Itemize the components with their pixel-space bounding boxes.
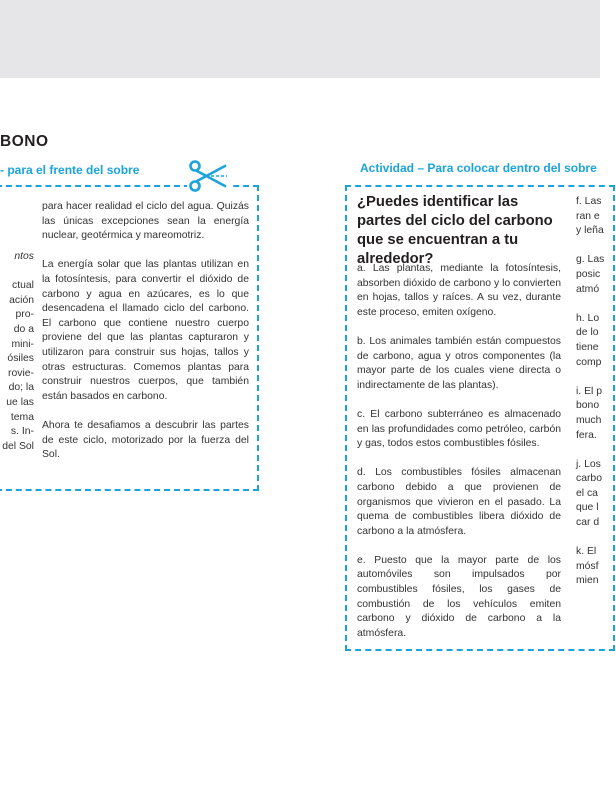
clipped-line: comp — [576, 356, 602, 368]
clipped-line: ósiles — [7, 353, 34, 365]
clipped-line: much — [576, 414, 602, 426]
clipped-line: ctual — [12, 280, 34, 292]
clipped-line: j. Los — [576, 458, 601, 470]
clipped-line: atmó — [576, 283, 600, 295]
section-heading: BONO — [0, 133, 49, 150]
paragraph-gap — [576, 589, 616, 604]
question-title: ¿Puedes identificar las partes del ciclo del carbono que se encuentran a tu alrededor? — [357, 194, 553, 267]
clipped-line: s. In- — [10, 426, 34, 438]
clipped-line: ación — [9, 294, 34, 306]
clipped-line: que l — [576, 502, 599, 514]
item-e: e. Puesto que la mayor parte de los automóviles son impulsados por combustibles fósiles, los gases de combustión de los vehículos emiten carbono y dióxido de carbono a la atmósfera. — [357, 554, 561, 639]
front-paragraph-3: Ahora te desafiamos a descubrir las partes de este ciclo, motorizado por la fuerza del Sol. — [42, 419, 249, 461]
paragraph-gap — [576, 239, 616, 254]
clipped-line: carbo — [576, 473, 602, 485]
header-bar — [0, 0, 600, 78]
clipped-line: ntos — [14, 251, 34, 262]
front-paragraph-2: La energía solar que las plantas utilizan en la fotosíntesis, para convertir el dióxido de carbono y agua en azúcares, es lo que desencadena el llamado ciclo del carbono. El carbono que contiene nuestro cuerpo proviene del que las plantas capturaron y utilizaron para construir sus hojas, tallos y otras estructuras. Comemos plantas para construir nuestros cuerpos, que también están basados en carbono. — [42, 259, 249, 402]
clipped-line: k. El — [576, 546, 597, 558]
clipped-line: y leña — [576, 225, 604, 237]
clipped-line: ran e — [576, 210, 600, 222]
clipped-line: posic — [576, 268, 601, 280]
clipped-line: f. Las — [576, 196, 602, 207]
inside-text-column — [357, 262, 561, 656]
clipped-line: fera. — [576, 429, 597, 441]
clipped-line: mini- — [11, 338, 34, 350]
clipped-line: i. El p — [576, 385, 602, 397]
activity-label-front: - para el frente del sobre — [0, 163, 140, 177]
clipped-line: car d — [576, 517, 600, 529]
activity-label-inside: Actividad – Para colocar dentro del sobre — [360, 161, 597, 175]
clipped-line: g. Las — [576, 254, 605, 266]
front-paragraph-1: para hacer realidad el ciclo del agua. Quizás las únicas excepciones sean la energía nuclear, geotérmica y mareomotriz. — [42, 201, 249, 242]
clipped-line: mósf — [576, 560, 599, 572]
item-b: b. Los animales también están compuestos de carbono, agua y otros componentes (la mayor parte de los cuales viene directa o indirectamente de las plantas). — [357, 335, 561, 391]
inside-clipped-column — [576, 195, 616, 604]
clipped-line: do; la — [8, 382, 34, 394]
clipped-line: del Sol — [2, 440, 34, 452]
item-d: d. Los combustibles fósiles almacenan carbono debido a que provienen de organismos que vivieron en el pasado. La quema de combustibles libera dióxido de carbono a la atmósfera. — [357, 467, 561, 537]
paragraph-gap — [576, 531, 616, 546]
clipped-line: mien — [576, 575, 599, 587]
clipped-line: tiene — [576, 341, 599, 353]
clipped-line: de lo — [576, 327, 599, 339]
scissors-icon — [187, 160, 233, 192]
clipped-line: el ca — [576, 487, 598, 499]
clipped-line: bono — [576, 400, 600, 412]
item-a: a. Las plantas, mediante la fotosíntesis, absorben dióxido de carbono y lo convierten en hojas, tallos y raíces. A su vez, durante este proceso, emiten oxígeno. — [357, 263, 561, 318]
paragraph-gap — [576, 297, 616, 312]
clipped-line: ue las — [6, 396, 34, 408]
paragraph-gap — [576, 443, 616, 458]
clipped-line: rovie- — [8, 367, 34, 379]
clipped-line: tema — [10, 411, 34, 423]
clipped-line: pro- — [15, 309, 34, 321]
front-clipped-column — [0, 250, 34, 454]
front-text-column — [42, 200, 249, 477]
clipped-line — [0, 265, 34, 280]
paragraph-gap — [576, 370, 616, 385]
clipped-line: do a — [13, 323, 34, 335]
clipped-line: h. Lo — [576, 312, 600, 324]
item-c: c. El carbono subterráneo es almacenado en las profundidades como petróleo, carbón y gas, todos estos combustibles fósiles. — [357, 408, 561, 450]
